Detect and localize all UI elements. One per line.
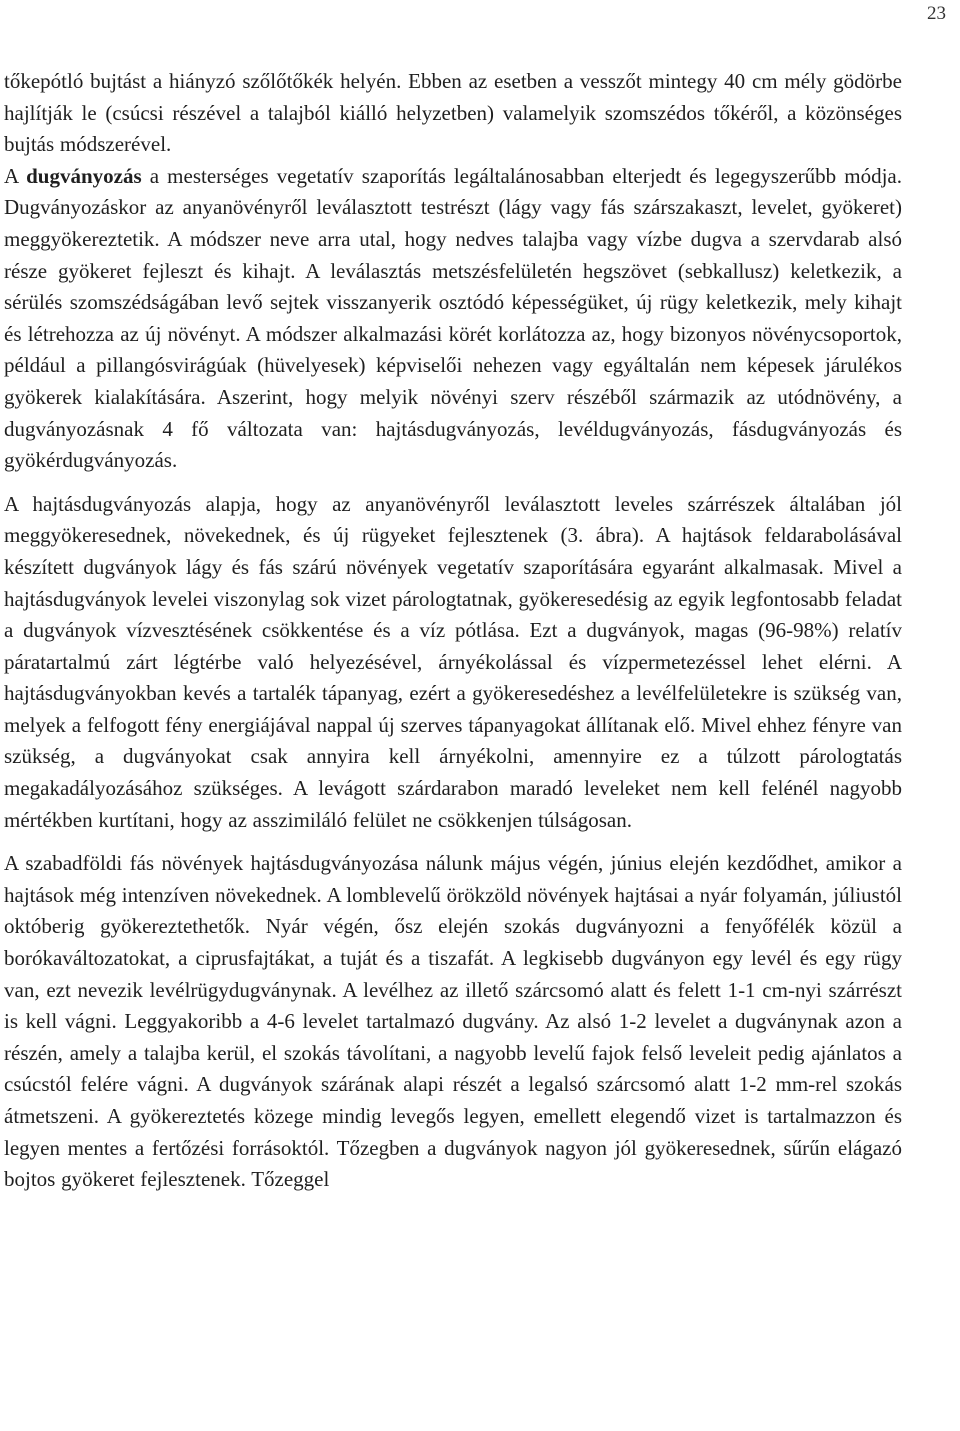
paragraph-shoot-cuttings: A hajtásdugványozás alapja, hogy az anyanövényről leválasztott leveles szárrészek általában jól meggyökeresednek, növekednek, és új rügyeket fejlesztenek (3. ábra). A hajtások feldarabolásával készített dugványok lágy és fás szárú növények vegetatív szaporítására egyaránt alkalmasak. Mivel a hajtásdugványok levelei viszonylag sok vizet párologtatnak, gyökeresedésig az egyik legfontosabb feladat a dugványok vízvesztésének csökkentése és a víz pótlása. Ezt a dugványok, magas (96-98%) relatív páratartalmú zárt légtérbe való helyezésével, árnyékolással és vízpermetezéssel lehet elérni. A hajtásdugványokban kevés a tartalék tápanyag, ezért a gyökeresedéshez a levélfelületekre is szükség van, melyek a felfogott fény energiájával nappal új szerves tápanyagokat állítanak elő. Mivel ehhez fényre van szükség, a dugványokat csak annyira kell árnyékolni, amennyire ez a túlzott párologtatás megakadályozásához szükséges. A levágott szárdarabon maradó leveleket nem kell felénél nagyobb mértékben kurtítani, hogy az asszimiláló felület ne csökkenjen túlságosan. (4, 491, 902, 832)
term-dugvanyozas: dugványozás (26, 163, 142, 188)
paragraph-body: a mesterséges vegetatív szaporítás legáltalánosabban elterjedt és legegyszerűbb módja. Dugványozáskor az anyanövényről leválasztott testrészt (lágy vagy fás szárszakaszt, levelet, gyökeret) meggyökereztetik. A módszer neve arra utal, hogy nedves talajba vagy vízbe dugva a szervdarab alsó része gyökeret fejleszt és kihajt. A leválasztás metszésfelületén hegszövet (sebkallusz) keletkezik, a sérülés szomszédságában levő sejtek visszanyerik osztódó képességüket, új rügy keletkezik, mely kihajt és létrehozza az új növényt. A módszer alkalmazási körét korlátozza az, hogy bizonyos növénycsoportok, például a pillangósvirágúak (hüvelyesek) képviselői nehezen vagy egyáltalán nem képesek járulékos gyökerek kialakítására. Aszerint, hogy melyik növényi szerv részéből származik az utódnövény, a dugványozásnak 4 fő változata van: hajtásdugványozás, levéldugványozás, fásdugványozás és gyökérdugványozás. (4, 163, 902, 473)
paragraph-grafting-continuation: tőkepótló bujtást a hiányzó szőlőtőkék helyén. Ebben az esetben a vesszőt mintegy 40 cm mély gödörbe hajlítják le (csúcsi részével a talajból kiálló helyzetben) valamelyik szomszédos tőkéről, a közönséges bujtás módszerével. (4, 69, 902, 157)
paragraph-cuttings-intro (4, 161, 902, 477)
paragraph-prefix: A (4, 163, 27, 188)
page-number: 23 (927, 3, 946, 24)
paragraph-outdoor-woody-cuttings: A szabadföldi fás növények hajtásdugványozása nálunk május végén, június elején kezdődhet, amikor a hajtások még intenzíven növekednek. A lomblevelű örökzöld növények hajtásai a nyár folyamán, júliustól októberig gyökereztethetők. Nyár végén, ősz elején szokás dugványozni a fenyőfélék közül a borókaváltozatokat, a ciprusfajtákat, a tuját és a tiszafát. A legkisebb dugványon egy levél és egy rügy van, ezt nevezik levélrügydugványnak. A levélhez az illető szárcsomó alatt és felett 1-1 cm-nyi szárrészt is kell vágni. Leggyakoribb a 4-6 levelet tartalmazó dugvány. Az alsó 1-2 levelet a dugványnak azon a részén, amely a talajba kerül, el szokás távolítani, a nagyobb levelű fajok felső leveleit pedig ajánlatos a csúcstól felére vágni. A dugványok szárának alapi részét a legalsó szárcsomó alatt 1-2 mm-rel szokás átmetszeni. A gyökereztetés közege mindig levegős legyen, emellett elegendő vizet is tartalmazzon és legyen mentes a fertőzési forrásoktól. Tőzegben a dugványok nagyon jól gyökeresednek, sűrűn elágazó bojtos gyökeret fejlesztenek. Tőzeggel (4, 851, 902, 1192)
document-body (4, 66, 902, 1196)
